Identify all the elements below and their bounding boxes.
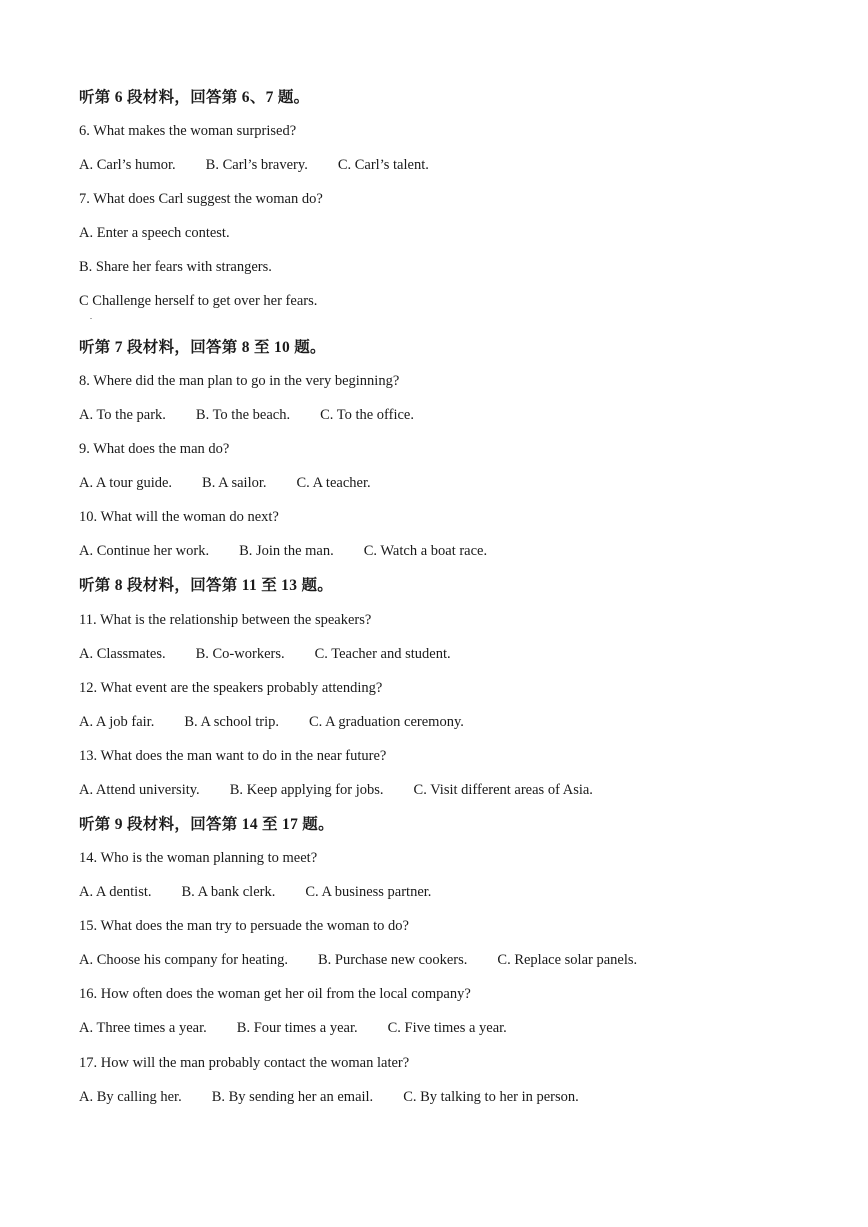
option-a: A. Enter a speech contest. (79, 225, 230, 241)
option-b: B. A bank clerk. (181, 884, 276, 900)
option-a: A. Attend university. (79, 782, 200, 798)
option-c: C. A graduation ceremony. (309, 714, 464, 730)
option-row (79, 542, 487, 560)
question-stem: 16. How often does the woman get her oil from the local company? (79, 986, 471, 1002)
option-c: C. A teacher. (296, 475, 371, 491)
question-stem: 6. What makes the woman surprised? (79, 123, 297, 139)
option-a: A. Choose his company for heating. (79, 952, 289, 968)
section-heading: 听第 6 段材料，回答第 6、7 题。 (79, 89, 310, 106)
question-stem: 8. Where did the man plan to go in the very beginning? (79, 373, 400, 389)
option-a: A. Classmates. (79, 646, 166, 662)
option-b: B. By sending her an email. (211, 1089, 374, 1105)
option-a: A. Three times a year. (79, 1020, 207, 1036)
section-heading: 听第 7 段材料，回答第 8 至 10 题。 (79, 339, 326, 356)
option-c: C. Teacher and student. (314, 646, 451, 662)
option-a: A. A tour guide. (79, 475, 173, 491)
question-stem: 7. What does Carl suggest the woman do? (79, 191, 323, 207)
option-row (79, 883, 431, 901)
question-stem: 10. What will the woman do next? (79, 509, 279, 525)
question-stem: 14. Who is the woman planning to meet? (79, 850, 318, 866)
question-stem: 11. What is the relationship between the speakers? (79, 612, 372, 628)
option-c: C. Watch a boat race. (363, 543, 488, 559)
option-row (79, 645, 451, 663)
option-b: B. Share her fears with strangers. (79, 259, 272, 275)
question-stem: 17. How will the man probably contact the woman later? (79, 1055, 410, 1071)
option-row (79, 713, 464, 731)
option-row (79, 951, 637, 969)
option-c: C. Five times a year. (387, 1020, 507, 1036)
option-c: C. Carl’s talent. (337, 157, 429, 173)
option-b: B. Purchase new cookers. (318, 952, 468, 968)
stray-mark: . (90, 312, 92, 321)
option-c: C. By talking to her in person. (403, 1089, 579, 1105)
option-row (79, 156, 429, 174)
option-a: A. A job fair. (79, 714, 155, 730)
option-a: A. By calling her. (79, 1089, 182, 1105)
option-a: A. Continue her work. (79, 543, 210, 559)
option-row (79, 781, 593, 799)
question-stem: 13. What does the man want to do in the near future? (79, 748, 387, 764)
option-b: B. To the beach. (195, 407, 291, 423)
section-heading: 听第 8 段材料，回答第 11 至 13 题。 (79, 577, 334, 594)
option-b: B. Join the man. (239, 543, 334, 559)
option-a: A. Carl’s humor. (79, 157, 176, 173)
option-row (79, 1019, 507, 1037)
option-a: A. To the park. (79, 407, 166, 423)
option-b: B. Keep applying for jobs. (229, 782, 384, 798)
option-b: B. Carl’s bravery. (205, 157, 308, 173)
option-b: B. A sailor. (202, 475, 267, 491)
question-stem: 15. What does the man try to persuade the woman to do? (79, 918, 409, 934)
question-stem: 9. What does the man do? (79, 441, 230, 457)
question-stem: 12. What event are the speakers probably attending? (79, 680, 383, 696)
option-a: A. A dentist. (79, 884, 152, 900)
option-b: B. A school trip. (184, 714, 279, 730)
option-c: C. Visit different areas of Asia. (413, 782, 593, 798)
option-c: C. Replace solar panels. (497, 952, 638, 968)
section-heading: 听第 9 段材料，回答第 14 至 17 题。 (79, 816, 334, 833)
option-row (79, 474, 371, 492)
option-b: B. Co-workers. (195, 646, 285, 662)
option-row (79, 406, 414, 424)
option-b: B. Four times a year. (236, 1020, 358, 1036)
option-c: C. A business partner. (305, 884, 432, 900)
option-c: C Challenge herself to get over her fears. (79, 293, 318, 309)
option-c: C. To the office. (320, 407, 414, 423)
option-row (79, 1088, 579, 1106)
